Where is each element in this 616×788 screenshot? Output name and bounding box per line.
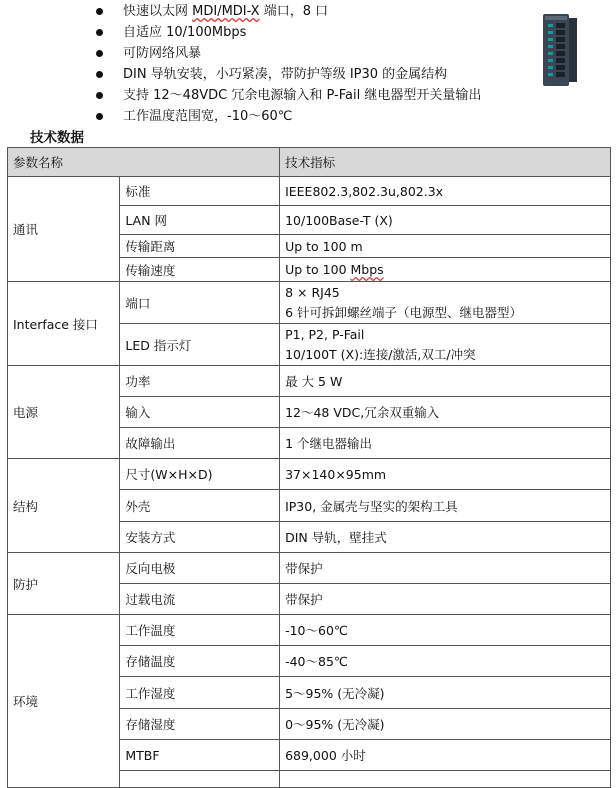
param-value: Up to 100 m [280,235,611,258]
param-value: 10/100Base-T (X) [280,206,611,235]
param-name: 安装方式 [120,522,280,553]
param-name: 工作温度 [120,615,280,646]
feature-item: 支持 12～48VDC 冗余电源输入和 P-Fail 继电器型开关量输出 [96,85,516,106]
bullet-icon [96,50,103,57]
table-header-row [8,148,611,177]
param-value [280,771,611,788]
param-value: 8 × RJ45 6 针可拆卸螺丝端子（电源型、继电器型） [280,282,611,324]
param-name: 过载电流 [120,584,280,615]
param-value: 带保护 [280,553,611,584]
param-value: 带保护 [280,584,611,615]
bullet-icon [96,92,103,99]
param-value: -10～60℃ [280,615,611,646]
category-cell: 电源 [8,366,120,459]
category-cell: 结构 [8,459,120,553]
param-name: 输入 [120,397,280,428]
category-cell: 环境 [8,615,120,788]
param-value: IEEE802.3,802.3u,802.3x [280,177,611,206]
table-row [8,615,611,646]
spec-table [7,147,611,788]
param-name: LAN 网 [120,206,280,235]
param-value: -40～85℃ [280,646,611,677]
header-param-name: 参数名称 [8,148,280,177]
param-value: DIN 导轨，壁挂式 [280,522,611,553]
param-value: Up to 100 Mbps [280,258,611,282]
param-name: 尺寸(W×H×D) [120,459,280,490]
feature-list [96,1,516,127]
param-value: 689,000 小时 [280,740,611,771]
param-name: 标准 [120,177,280,206]
feature-item: 自适应 10/100Mbps [96,22,516,43]
param-name: 反向电极 [120,553,280,584]
table-row [8,366,611,397]
param-value: 12～48 VDC,冗余双重输入 [280,397,611,428]
bullet-icon [96,29,103,36]
bullet-icon [96,113,103,120]
feature-item: 工作温度范围宽，-10～60℃ [96,106,516,127]
param-value: 最 大 5 W [280,366,611,397]
param-name: MTBF [120,740,280,771]
param-value: P1, P2, P-Fail 10/100T (X):连接/激活,双工/冲突 [280,324,611,366]
param-name: LED 指示灯 [120,324,280,366]
ethernet-switch-image [540,12,580,88]
param-name: 传输距离 [120,235,280,258]
param-value: IP30, 金属壳与坚实的架构工具 [280,490,611,522]
param-name: 传输速度 [120,258,280,282]
table-row [8,459,611,490]
param-name: 故障输出 [120,428,280,459]
section-title: 技术数据 [30,130,84,146]
feature-item: DIN 导轨安装，小巧紧凑，带防护等级 IP30 的金属结构 [96,64,516,85]
table-row [8,177,611,206]
feature-item: 可防网络风暴 [96,43,516,64]
param-name: 存储湿度 [120,709,280,740]
param-name: 外壳 [120,490,280,522]
param-name [120,771,280,788]
param-value: 37×140×95mm [280,459,611,490]
bullet-icon [96,8,103,15]
param-value: 0～95% (无冷凝) [280,709,611,740]
category-cell: Interface 接口 [8,282,120,366]
feature-item: 快速以太网 MDI/MDI-X 端口，8 口 [96,1,516,22]
category-cell: 通讯 [8,177,120,282]
bullet-icon [96,71,103,78]
param-value: 5～95% (无冷凝) [280,677,611,709]
param-name: 端口 [120,282,280,324]
param-value: 1 个继电器输出 [280,428,611,459]
param-name: 存储温度 [120,646,280,677]
param-name: 功率 [120,366,280,397]
header-spec: 技术指标 [280,148,611,177]
table-row [8,553,611,584]
param-name: 工作湿度 [120,677,280,709]
category-cell: 防护 [8,553,120,615]
table-row [8,282,611,324]
